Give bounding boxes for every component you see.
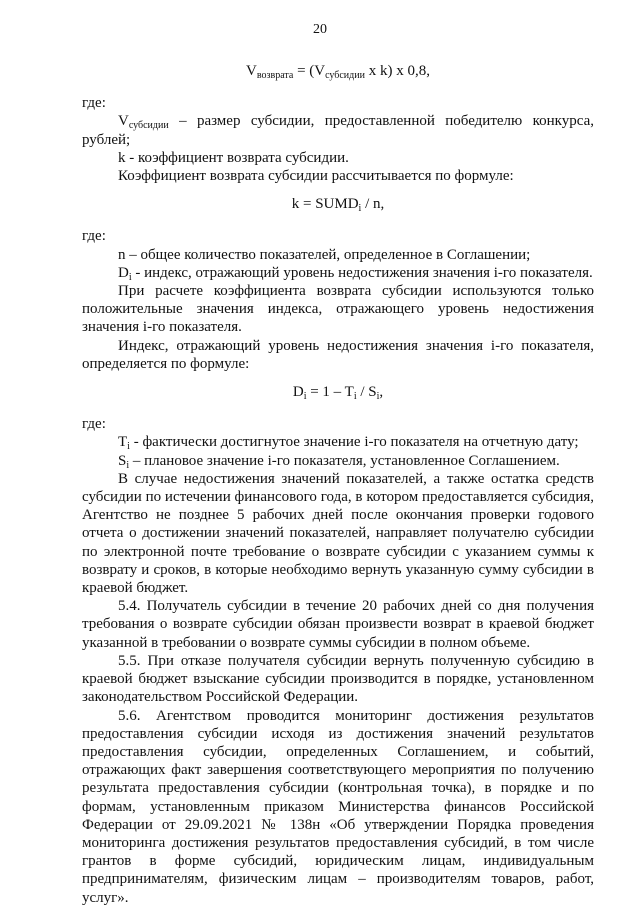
definition-subscript: i (126, 459, 130, 471)
formula-k-subscript: i (358, 203, 362, 215)
formula-k-left: k = SUMD (291, 196, 359, 213)
formula-eq: = (V (293, 63, 326, 79)
definition-text: - фактически достигнутое значение i-го показателя на отчетную дату; (129, 434, 579, 451)
where-label: где: (82, 416, 106, 433)
paragraph-k-intro: Коэффициент возврата субсидии рассчитывается по формуле: (118, 168, 514, 185)
formula-d-sub3: i (376, 391, 380, 403)
definition-text: - индекс, отражающий уровень недостижения значения i-го показателя. (131, 264, 593, 281)
formula-v-subscript: возврата (256, 70, 294, 81)
definition-n: n – общее количество показателей, определенное в Соглашении; (118, 246, 531, 263)
formula-k (82, 195, 594, 213)
page-number: 20 (313, 22, 327, 37)
where-label: где: (82, 228, 106, 245)
paragraph-calculation: При расчете коэффициента возврата субсидии используются только положительные значения индекса, отражающего уровень недостижения значения i-го показателя. (82, 283, 594, 336)
definition-subscript: i (127, 441, 130, 453)
formula-d-sub1: i (303, 391, 307, 403)
definition-t (82, 433, 594, 451)
definition-k: k - коэффициент возврата субсидии. (118, 149, 349, 166)
definition-symbol: S (118, 452, 127, 469)
paragraph-5-6: 5.6. Агентством проводится мониторинг достижения результатов предоставления субсидии исходя из достижения значений результатов предоставления субсидии, определенных Соглашением, и событий, отражающих факт завершения соответствующего мероприятия по получению результата предоставления субсидии (контрольная точка), в порядке и по формам, установленным приказом Министерства финансов Российской Федерации от 29.09.2021 № 138н «Об утверждении Порядка проведения мониторинга достижения результатов предоставления субсидий, в том числе грантов в форме субсидий, юридическим лицам, индивидуальным предпринимателям, физическим лицам – производителям товаров, работ, услуг». (82, 707, 594, 906)
definition-text: – размер субсидии, предоставленной победителю конкурса, рублей; (82, 113, 594, 148)
definition-symbol: V (118, 113, 129, 130)
formula-k-right: / n, (361, 196, 385, 213)
formula-v-symbol: V (246, 63, 257, 79)
where-label: где: (82, 95, 106, 112)
definition-subscript: субсидии (128, 120, 169, 132)
definition-d (82, 264, 594, 282)
definition-v-subsidy (82, 112, 594, 148)
document-body (82, 62, 594, 907)
formula-d (82, 383, 594, 401)
paragraph-non-achievement: В случае недостижения значений показателей, а также остатка средств субсидии по истечении финансового года, в котором предоставляется субсидия, Агентство не позднее 5 рабочих дней после окончания проверки годового отчета о достижении значений показателей, направляет получателю субсидии по электронной почте требование о возврате субсидии с указанием суммы к возврату и сроков, в которые необходимо вернуть указанную сумму субсидии в краевой бюджет. (82, 470, 594, 597)
formula-d-end: , (379, 384, 384, 401)
paragraph-5-4: 5.4. Получатель субсидии в течение 20 рабочих дней со дня получения требования о возврате субсидии обязан произвести возврат в краевой бюджет указанной в требовании о возврате суммы субсидии в полном объеме. (82, 598, 594, 651)
definition-subscript: i (128, 271, 132, 283)
formula-refund-amount (82, 62, 594, 80)
paragraph-5-5: 5.5. При отказе получателя субсидии вернуть полученную субсидию в краевой бюджет взыскание субсидии производится в порядке, установленном законодательством Российской Федерации. (82, 652, 594, 706)
formula-s-subscript: субсидии (325, 70, 365, 81)
formula-d-sub2: i (353, 391, 357, 403)
paragraph-index: Индекс, отражающий уровень недостижения значения i-го показателя, определяется по формуле: (82, 337, 594, 372)
formula-d-mid: = 1 – T (306, 384, 354, 401)
definition-symbol: D (118, 264, 129, 281)
definition-text: – плановое значение i-го показателя, установленное Соглашением. (129, 452, 560, 469)
formula-d-div: / S (356, 384, 377, 401)
definition-s (82, 452, 594, 470)
definition-symbol: T (118, 434, 128, 451)
formula-d-left: D (292, 384, 304, 401)
formula-tail: x k) x 0,8, (364, 63, 430, 79)
